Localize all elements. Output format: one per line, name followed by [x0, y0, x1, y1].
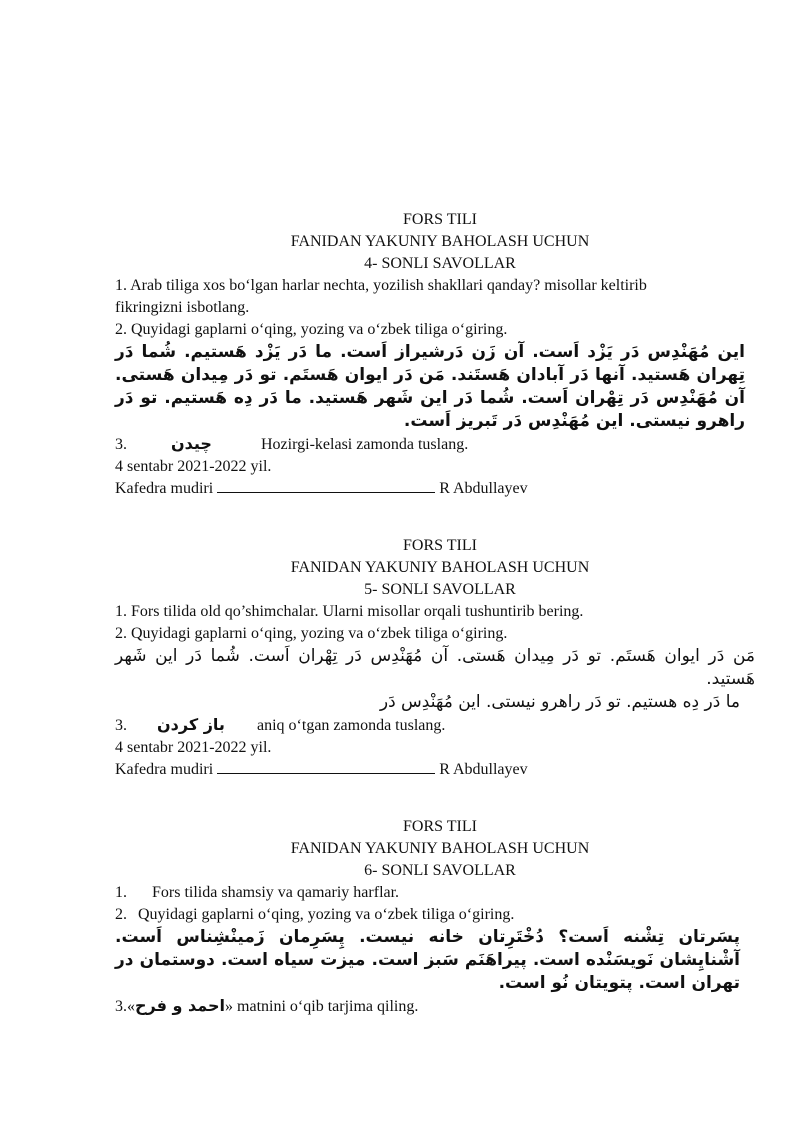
question-1-text: Fors tilida shamsiy va qamariy harflar. — [152, 884, 400, 901]
signature-line — [115, 478, 755, 500]
question-3-persian-word: باز کردن — [157, 715, 225, 734]
section-title-line2: FANIDAN YAKUNIY BAHOLASH UCHUN — [290, 233, 590, 250]
signature-label: Kafedra mudiri — [115, 480, 214, 497]
signature-blank — [217, 759, 435, 774]
section-title-line2: FANIDAN YAKUNIY BAHOLASH UCHUN — [290, 840, 590, 857]
question-3-number: 3. — [115, 717, 127, 734]
question-1 — [115, 882, 755, 904]
question-3 — [115, 995, 755, 1018]
question-2: 2. Quyidagi gaplarni o‘qing, yozing va o‘zbek tiliga o‘giring. — [115, 321, 508, 338]
section-title-line1: FORS TILI — [403, 537, 477, 554]
question-3-prefix: 3.« — [115, 998, 135, 1015]
persian-passage: مَن دَر ایوان هَستَم. تو دَر مِیدان هَستی. آن مُهَنْدِس دَر تِهْران اَست. شُما دَر این شَهر هَستید. — [115, 646, 755, 689]
persian-passage: این مُهَنْدِس دَر یَزْد اَست. آن زَن دَرشیراز اَست. ما دَر یَزْد هَستیم. شُما دَر تِهران هَستید. آنها دَر آبادان هَستَند. مَن دَر ایوان هَستَم. تو دَر مِیدان هَستی. آن مُهَنْدِس دَر تِهْران اَست. شُما دَر این شَهر هَستید. ما دَر دِه هَستیم. تو دَر راهرو نیستی. این مُهَنْدِس دَر تَبریز اَست. — [115, 342, 745, 431]
question-3-text: Hozirgi-kelasi zamonda tuslang. — [261, 436, 469, 453]
question-3-text: » matnini o‘qib tarjima qiling. — [225, 998, 419, 1015]
signature-label: Kafedra mudiri — [115, 761, 214, 778]
question-2 — [115, 904, 755, 926]
persian-passage: پسَرتان تِشْنه اَست؟ دُخْتَرِتان خانه نیست. پِسَرِمان زَمینْشِناس اَست. آشْنایِشان نَویسَنْده است. پیراهَنَم سَبز است. میزت سیاه است. دوستمان در تهران است. پتویتان نُو است. — [115, 927, 740, 993]
persian-passage-line2: ما دَر دِه هستیم. تو دَر راهرو نیستی. این مُهَنْدِس دَر — [379, 692, 740, 712]
date-line: 4 sentabr 2021-2022 yil. — [115, 458, 272, 475]
section-5 — [115, 535, 755, 781]
question-3-text: aniq o‘tgan zamonda tuslang. — [257, 717, 446, 734]
signature-blank — [217, 478, 435, 493]
question-3 — [115, 433, 755, 456]
signature-name: R Abdullayev — [439, 761, 528, 778]
question-3 — [115, 714, 755, 737]
section-title-line3: 6- SONLI SAVOLLAR — [364, 862, 516, 879]
section-title-line1: FORS TILI — [403, 818, 477, 835]
signature-line — [115, 759, 755, 781]
question-3-persian-word: احمد و فرح — [135, 996, 226, 1015]
section-title-line3: 5- SONLI SAVOLLAR — [364, 581, 516, 598]
question-2: 2. Quyidagi gaplarni o‘qing, yozing va o‘zbek tiliga o‘giring. — [115, 625, 508, 642]
section-4 — [115, 209, 755, 500]
question-2-text: Quyidagi gaplarni o‘qing, yozing va o‘zbek tiliga o‘giring. — [138, 906, 515, 923]
question-2-number: 2. — [115, 906, 127, 923]
question-1-number: 1. — [115, 884, 127, 901]
section-title-line1: FORS TILI — [403, 211, 477, 228]
question-1: 1. Arab tiliga xos bo‘lgan harlar nechta, yozilish shakllari qanday? misollar keltirib fikringizni isbotlang. — [115, 277, 647, 316]
section-title-line3: 4- SONLI SAVOLLAR — [364, 255, 516, 272]
signature-name: R Abdullayev — [439, 480, 528, 497]
question-3-persian-word: چیدن — [171, 434, 212, 453]
section-6 — [115, 816, 755, 1018]
question-3-number: 3. — [115, 436, 127, 453]
question-1: 1. Fors tilida old qo’shimchalar. Ularni misollar orqali tushuntirib bering. — [115, 603, 584, 620]
date-line: 4 sentabr 2021-2022 yil. — [115, 739, 272, 756]
section-title-line2: FANIDAN YAKUNIY BAHOLASH UCHUN — [290, 559, 590, 576]
